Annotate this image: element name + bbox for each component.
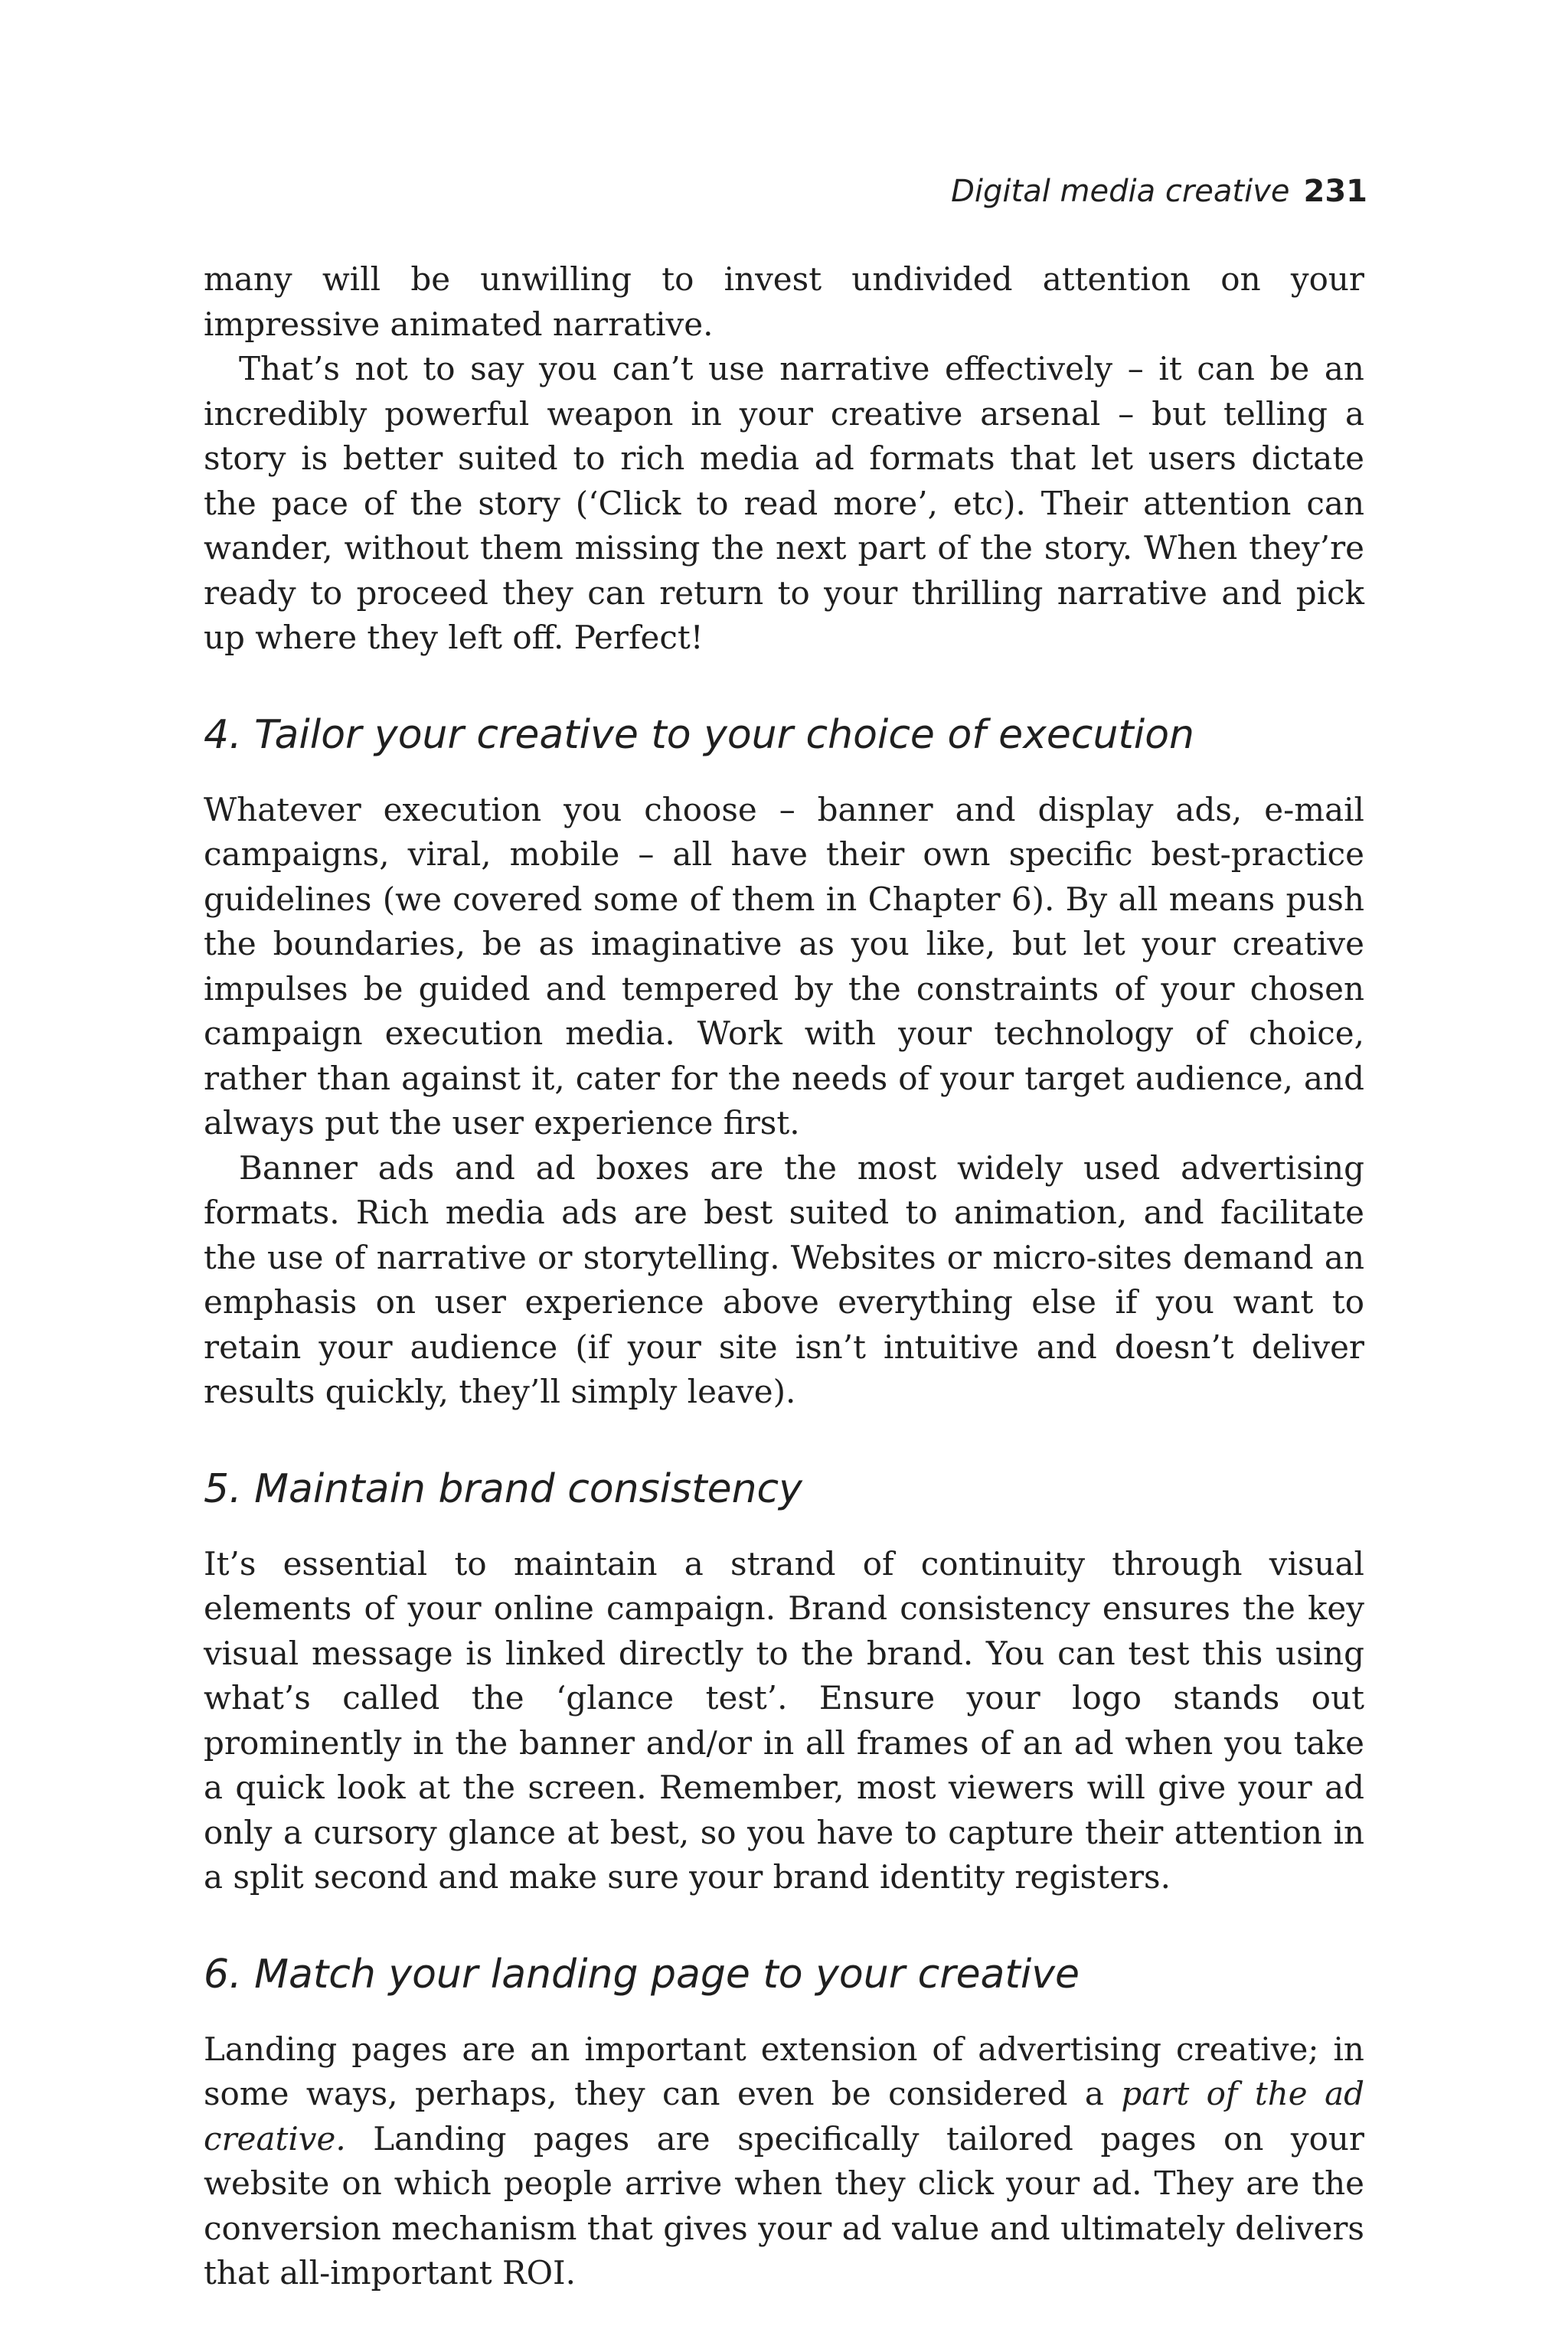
landing-text-start: Landing pages are an important extension of advertising creative; in some ways, perhaps, they can even be considered a: [204, 2030, 1364, 2112]
paragraph-landing: [204, 2027, 1364, 2296]
section-heading-5: 5. Maintain brand consistency: [204, 1465, 802, 1512]
section-heading-4: 4. Tailor your creative to your choice of execution: [204, 711, 1195, 758]
landing-text-emphasis: part of the ad creative.: [204, 2075, 1364, 2158]
paragraph-banner: Banner ads and ad boxes are the most widely used advertising formats. Rich media ads are best suited to animation, and facilitate the use of narrative or storytelling. Websites or micro-sites demand an emphasis on user experience above everything else if you want to retain your audience (if your site isn’t intuitive and doesn’t deliver results quickly, they’ll simply leave).: [204, 1148, 1364, 1410]
paragraph-brand: It’s essential to maintain a strand of continuity through visual elements of your online campaign. Brand consistency ensures the key visual message is linked directly to the brand. You can test this using what’s called the ‘glance test’. Ensure your logo stands out prominently in the banner and/or in all frames of an ad when you take a quick look at the screen. Remember, most viewers will give your ad only a cursory glance at best, so you have to capture their attention in a split second and make sure your brand identity registers.: [204, 1544, 1364, 1896]
page-number: 231: [1303, 174, 1367, 209]
body-text: [204, 257, 1364, 2296]
paragraph-narrative: That’s not to say you can’t use narrative effectively – it can be an incredibly powerful weapon in your creative arsenal – but telling a story is better suited to rich media ad formats that let users dictate the pace of the story (‘Click to read more’, etc). Their attention can wander, without them missing the next part of the story. When they’re ready to proceed they can return to your thrilling narrative and pick up where they left off. Perfect!: [204, 350, 1364, 656]
landing-text-end: Landing pages are specifically tailored pages on your website on which people arrive when they click your ad. They are the conversion mechanism that gives your ad value and ultimately delivers that all-important ROI.: [204, 2119, 1364, 2292]
running-head: [951, 170, 1367, 213]
chapter-title: Digital media creative: [951, 174, 1290, 209]
paragraph-execution: Whatever execution you choose – banner and display ads, e-mail campaigns, viral, mobile – all have their own specific best-practice guidelines (we covered some of them in Chapter 6). By all means push the boundaries, be as imaginative as you like, but let your creative impulses be guided and tempered by the constraints of your chosen campaign execution media. Work with your technology of choice, rather than against it, cater for the needs of your target audience, and always put the user experience first.: [204, 790, 1364, 1142]
section-heading-6: 6. Match your landing page to your creative: [204, 1951, 1080, 1998]
paragraph-intro-continued: many will be unwilling to invest undivided attention on your impressive animated narrative.: [204, 260, 1364, 343]
